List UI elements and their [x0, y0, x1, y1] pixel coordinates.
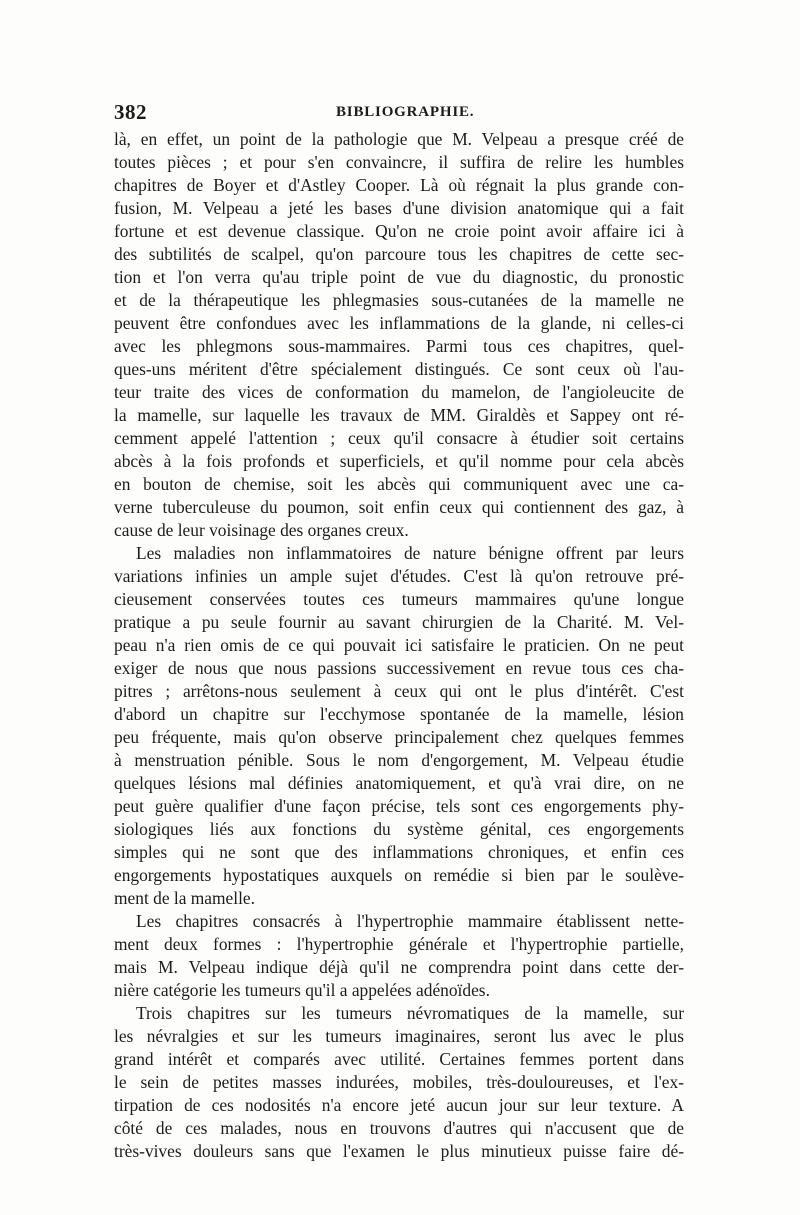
text-line: quelques lésions mal définies anatomiquement, et qu'à vrai dire, on ne: [114, 773, 684, 793]
text-line: fortune et est devenue classique. Qu'on ne croie point avoir affaire ici à: [114, 221, 684, 241]
text-line: là, en effet, un point de la pathologie que M. Velpeau a presque créé de: [114, 129, 684, 149]
text-line: cemment appelé l'attention ; ceux qu'il consacre à étudier soit certains: [114, 428, 684, 448]
text-line: et de la thérapeutique les phlegmasies sous-cutanées de la mamelle ne: [114, 290, 684, 310]
text-line: abcès à la fois profonds et superficiels, et qu'il nomme pour cela abcès: [114, 451, 684, 471]
text-line: d'abord un chapitre sur l'ecchymose spontanée de la mamelle, lésion: [114, 704, 684, 724]
text-line: ment deux formes : l'hypertrophie générale et l'hypertrophie partielle,: [114, 934, 684, 954]
text-line: ment de la mamelle.: [114, 888, 256, 908]
text-line: cieusement conservées toutes ces tumeurs mammaires qu'une longue: [114, 589, 684, 609]
text-line: pitres ; arrêtons-nous seulement à ceux qui ont le plus d'intérêt. C'est: [114, 681, 684, 701]
text-line: les névralgies et sur les tumeurs imaginaires, seront lus avec le plus: [114, 1026, 684, 1046]
text-line: des subtilités de scalpel, qu'on parcoure tous les chapitres de cette sec-: [114, 244, 684, 264]
text-line: grand intérêt et comparés avec utilité. Certaines femmes portent dans: [114, 1049, 684, 1069]
page-number: 382: [114, 100, 147, 124]
body-text: [114, 128, 684, 1163]
text-line: peau n'a rien omis de ce qui pouvait ici satisfaire le praticien. On ne peut: [114, 635, 684, 655]
text-line: fusion, M. Velpeau a jeté les bases d'une division anatomique qui a fait: [114, 198, 684, 218]
text-line: peut guère qualifier d'une façon précise, tels sont ces engorgements phy-: [114, 796, 684, 816]
text-line: mais M. Velpeau indique déjà qu'il ne comprendra point dans cette der-: [114, 957, 684, 977]
text-line: le sein de petites masses indurées, mobiles, très-douloureuses, et l'ex-: [114, 1072, 684, 1092]
text-line: pratique a pu seule fournir au savant chirurgien de la Charité. M. Vel-: [114, 612, 684, 632]
text-line: la mamelle, sur laquelle les travaux de MM. Giraldès et Sappey ont ré-: [114, 405, 684, 425]
text-line: Trois chapitres sur les tumeurs névromatiques de la mamelle, sur: [136, 1003, 684, 1023]
text-line: exiger de nous que nous passions successivement en revue tous ces cha-: [114, 658, 684, 678]
text-line: à menstruation pénible. Sous le nom d'engorgement, M. Velpeau étudie: [114, 750, 684, 770]
text-line: nière catégorie les tumeurs qu'il a appelées adénoïdes.: [114, 980, 490, 1000]
text-line: Les chapitres consacrés à l'hypertrophie mammaire établissent nette-: [136, 911, 684, 931]
text-line: chapitres de Boyer et d'Astley Cooper. Là où régnait la plus grande con-: [114, 175, 684, 195]
text-line: très-vives douleurs sans que l'examen le plus minutieux puisse faire dé-: [114, 1141, 684, 1161]
text-line: verne tuberculeuse du poumon, soit enfin ceux qui contiennent des gaz, à: [114, 497, 684, 517]
text-line: toutes pièces ; et pour s'en convaincre, il suffira de relire les humbles: [114, 152, 684, 172]
text-line: teur traite des vices de conformation du mamelon, de l'angioleucite de: [114, 382, 684, 402]
text-line: simples qui ne sont que des inflammations chroniques, et enfin ces: [114, 842, 684, 862]
text-line: avec les phlegmons sous-mammaires. Parmi tous ces chapitres, quel-: [114, 336, 684, 356]
text-line: tion et l'on verra qu'au triple point de vue du diagnostic, du pronostic: [114, 267, 684, 287]
text-line: siologiques liés aux fonctions du système génital, ces engorgements: [114, 819, 684, 839]
text-line: tirpation de ces nodosités n'a encore jeté aucun jour sur leur texture. A: [114, 1095, 684, 1115]
text-line: engorgements hypostatiques auxquels on remédie si bien par le soulève-: [114, 865, 684, 885]
text-line: variations infinies un ample sujet d'études. C'est là qu'on retrouve pré-: [114, 566, 684, 586]
text-line: ques-uns méritent d'être spécialement distingués. Ce sont ceux où l'au-: [114, 359, 684, 379]
text-line: en bouton de chemise, soit les abcès qui communiquent avec une ca-: [114, 474, 684, 494]
running-head: BIBLIOGRAPHIE.: [336, 104, 475, 120]
text-line: Les maladies non inflammatoires de nature bénigne offrent par leurs: [136, 543, 684, 563]
text-line: peu fréquente, mais qu'on observe principalement chez quelques femmes: [114, 727, 684, 747]
text-line: cause de leur voisinage des organes creux.: [114, 520, 409, 540]
text-line: côté de ces malades, nous en trouvons d'autres qui n'accusent que de: [114, 1118, 684, 1138]
page-header: [114, 100, 686, 128]
text-line: peuvent être confondues avec les inflammations de la glande, ni celles-ci: [114, 313, 684, 333]
